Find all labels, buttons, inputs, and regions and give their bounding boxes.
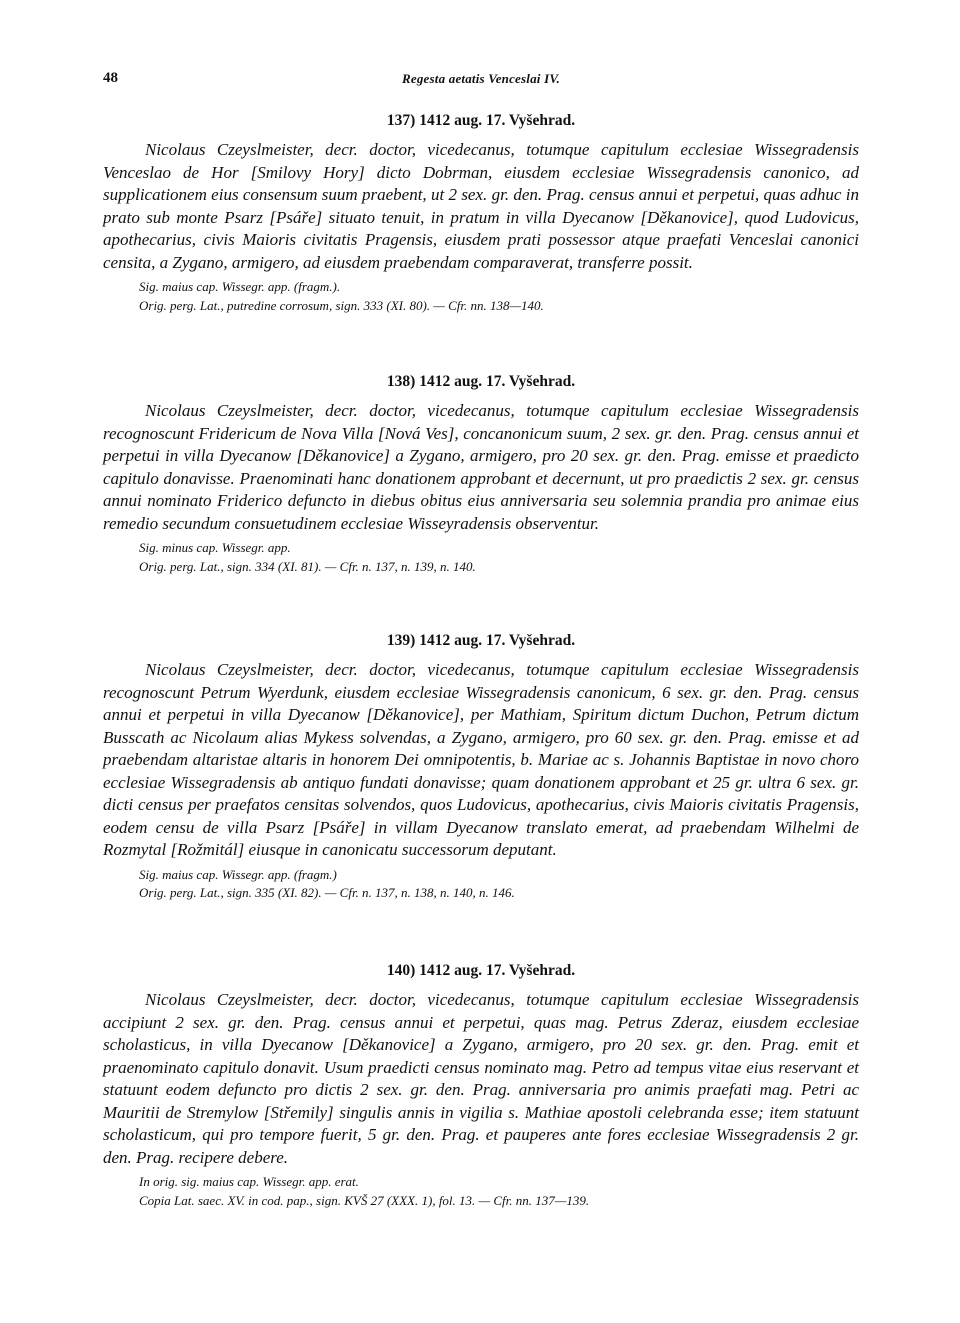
regest-entry-138 [103, 371, 859, 576]
regest-entry-139 [103, 630, 859, 903]
source-note: Orig. perg. Lat., putredine corrosum, sign. 333 (XI. 80). — Cfr. nn. 138—140. [139, 297, 544, 313]
seal-note: In orig. sig. maius cap. Wissegr. app. erat. [139, 1174, 359, 1189]
entry-heading: 137) 1412 aug. 17. Vyšehrad. [386, 112, 576, 129]
entry-body: Nicolaus Czeyslmeister, decr. doctor, vicedecanus, totumque capitulum ecclesiae Wissegradensis accipiunt 2 sex. gr. den. Prag. census annui et perpetui, quas mag. Petrus Zderaz, eiusdem ecclesiae scholasticus, in villa Dyecanow [Děkanovice] a Zygano, armigero, pro 20 sex. gr. den. Prag. emit et praenominato capitulo donavit. Usum praedicti census nominato mag. Petro ad tempus vitae eius reservant et statuunt eodem defuncto pro dictis 2 sex. gr. den. Prag. anniversaria pro animis praefati mag. Petri ac Mauritii de Stremylow [Střemily] singulis annis in vigilia s. Mathiae apostoli celebranda esse; item statuunt scholasticum, qui pro tempore fuerit, 5 gr. den. Prag. et pauperes ante fores ecclesiae Wissegradensis 2 gr. den. Prag. recipere debere. [103, 990, 859, 1167]
running-header [103, 70, 859, 90]
source-note: Orig. perg. Lat., sign. 335 (XI. 82). — Cfr. n. 137, n. 138, n. 140, n. 146. [139, 885, 515, 900]
entry-notes [103, 278, 859, 315]
running-title: Regesta aetatis Venceslai IV. [402, 71, 560, 86]
regest-entry-137 [103, 110, 859, 315]
source-note: Orig. perg. Lat., sign. 334 (XI. 81). — Cfr. n. 137, n. 139, n. 140. [139, 558, 476, 574]
entry-notes [103, 1173, 859, 1210]
page-number: 48 [103, 70, 118, 86]
entry-body: Nicolaus Czeyslmeister, decr. doctor, vicedecanus, totumque capitulum ecclesiae Wissegradensis Venceslao de Hor [Smilovy Hory] dicto Dobrman, eiusdem ecclesiae Wissegradensis canonico, ad supplicationem eius consensum suum praebent, ut 2 sex. gr. den. Prag. census annui et perpetui, quas adhuc in prato sub monte Psarz [Psáře] situato tenuit, in pratum in villa Dyecanow [Děkanovice], quod Ludovicus, apothecarius, civis Maioris civitatis Pragensis, eiusdem prati possessor atque praefati Venceslai canonici censita, a Zygano, armigero, ad eiusdem praebendam comparaverat, transferre possit. [103, 140, 859, 272]
entry-notes [103, 539, 859, 576]
entry-heading: 138) 1412 aug. 17. Vyšehrad. [386, 373, 576, 390]
entry-heading: 140) 1412 aug. 17. Vyšehrad. [386, 962, 576, 979]
seal-note: Sig. maius cap. Wissegr. app. (fragm.). [139, 279, 341, 294]
entry-body: Nicolaus Czeyslmeister, decr. doctor, vicedecanus, totumque capitulum ecclesiae Wissegradensis recognoscunt Petrum Wyerdunk, eiusdem ecclesiae Wissegradensis canonicum, 6 sex. gr. den. Prag. census annui et perpetui in villa Dyecanow [Děkanovice], per Mathiam, Spiritum dictum Duchon, Petrum dictum Busscath ac Nicolaum alias Mykess solvendas, a Zygano, armigero, pro 60 sex. gr. den. Prag. emisse et ad praebendam altaristae altaris in honorem Dei omnipotentis, b. Mariae ac s. Johannis Baptistae in novo choro ecclesiae Wissegradensis ab antiquo fundati donavisse; quam donationem approbant et 25 gr. ultra 6 sex. gr. dicti census per praefatos censitas solvendos, quos Ludovicus, apothecarius, civis Maioris civitatis Pragensis, eodem censu de villa Psarz [Psáře] in villam Dyecanow translato emerat, ad praebendam Wilhelmi de Rozmytal [Rožmitál] eiusque in canonicatu successorum deputant. [103, 660, 859, 859]
seal-note: Sig. minus cap. Wissegr. app. [139, 540, 291, 555]
entry-notes [103, 866, 859, 903]
regest-entry-140 [103, 960, 859, 1210]
seal-note: Sig. maius cap. Wissegr. app. (fragm.) [139, 866, 337, 882]
source-note: Copia Lat. saec. XV. in cod. pap., sign. KVŠ 27 (XXX. 1), fol. 13. — Cfr. nn. 137—139. [139, 1192, 590, 1208]
entry-body: Nicolaus Czeyslmeister, decr. doctor, vicedecanus, totumque capitulum ecclesiae Wissegradensis recognoscunt Fridericum de Nova Villa [Nová Ves], concanonicum suum, 2 sex. gr. den. Prag. census annui et perpetui in villa Dyecanow [Děkanovice] a Zygano, armigero, pro 20 sex. gr. den. Prag. emisse et praedicto capitulo donavisse. Praenominati hanc donationem approbant et decernunt, ut pro praedictis 2 sex. gr. census annui nominato Friderico defuncto in diebus obitus eius anniversaria seu solemnia prandia pro animae eius remedio secundum consuetudinem ecclesiae Wisseyradensis observentur. [103, 401, 859, 533]
entry-heading: 139) 1412 aug. 17. Vyšehrad. [386, 632, 576, 649]
